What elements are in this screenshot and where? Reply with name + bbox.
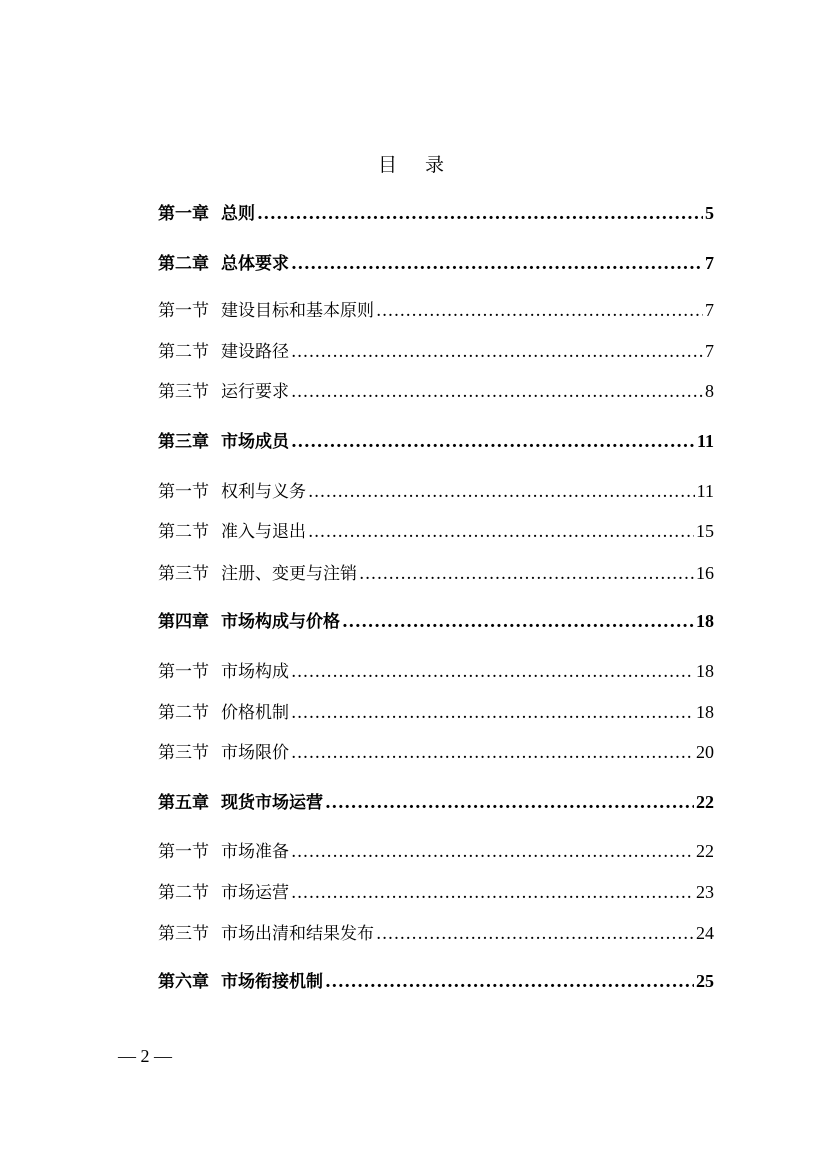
toc-dot-leader	[325, 970, 694, 994]
toc-entry-number: 第二节	[158, 883, 209, 903]
toc-dot-leader	[257, 202, 703, 226]
toc-entry-page: 7	[705, 253, 714, 273]
toc-entry-page: 11	[696, 481, 714, 501]
toc-entry-number: 第三节	[158, 924, 209, 944]
toc-entry-title: 总体要求	[221, 254, 289, 274]
toc-entry-page: 23	[696, 882, 714, 902]
toc-dot-leader	[291, 430, 695, 454]
toc-dot-leader	[342, 610, 694, 634]
toc-entry-page: 18	[696, 661, 714, 681]
toc-entry-number: 第一节	[158, 301, 209, 321]
toc-section-2-2[interactable]	[158, 339, 714, 363]
toc-dot-leader	[308, 480, 695, 504]
toc-chapter-1[interactable]	[158, 201, 714, 225]
toc-entry-number: 第二节	[158, 522, 209, 542]
toc-section-3-1[interactable]	[158, 479, 714, 503]
toc-dot-leader	[291, 660, 694, 684]
toc-entry-title: 市场准备	[221, 842, 289, 862]
toc-dot-leader	[359, 562, 694, 586]
toc-entry-title: 市场出清和结果发布	[221, 924, 374, 944]
toc-entry-number: 第一节	[158, 662, 209, 682]
toc-entry-number: 第三节	[158, 382, 209, 402]
toc-entry-page: 7	[705, 341, 714, 361]
toc-dot-leader	[376, 922, 694, 946]
toc-entry-title: 价格机制	[221, 703, 289, 723]
toc-dot-leader	[291, 881, 694, 905]
toc-entry-page: 22	[696, 841, 714, 861]
toc-dot-leader	[291, 252, 703, 276]
toc-chapter-2[interactable]	[158, 251, 714, 275]
toc-entry-page: 18	[696, 611, 714, 631]
toc-section-5-1[interactable]	[158, 839, 714, 863]
toc-section-3-3[interactable]	[158, 561, 714, 585]
toc-entry-number: 第一章	[158, 204, 209, 224]
toc-entry-title: 建设目标和基本原则	[221, 301, 374, 321]
toc-chapter-4[interactable]	[158, 609, 714, 633]
toc-entry-page: 5	[705, 203, 714, 223]
toc-chapter-6[interactable]	[158, 969, 714, 993]
toc-entry-page: 22	[696, 792, 714, 812]
toc-entry-number: 第六章	[158, 972, 209, 992]
toc-entry-number: 第一节	[158, 482, 209, 502]
toc-section-2-3[interactable]	[158, 379, 714, 403]
toc-entry-page: 25	[696, 971, 714, 991]
toc-entry-title: 总则	[221, 204, 255, 224]
toc-entry-title: 市场运营	[221, 883, 289, 903]
toc-entry-title: 市场成员	[221, 432, 289, 452]
page-number: — 2 —	[118, 1046, 172, 1066]
toc-dot-leader	[291, 340, 703, 364]
toc-entry-page: 24	[696, 923, 714, 943]
toc-entry-page: 7	[705, 300, 714, 320]
toc-section-4-3[interactable]	[158, 740, 714, 764]
toc-entry-title: 市场构成	[221, 662, 289, 682]
toc-dot-leader	[325, 791, 694, 815]
toc-dot-leader	[291, 741, 694, 765]
toc-entry-page: 11	[696, 431, 714, 451]
toc-section-5-2[interactable]	[158, 880, 714, 904]
toc-section-3-2[interactable]	[158, 519, 714, 543]
toc-entry-number: 第二节	[158, 342, 209, 362]
toc-section-2-1[interactable]	[158, 298, 714, 322]
toc-chapter-3[interactable]	[158, 429, 714, 453]
toc-chapter-5[interactable]	[158, 790, 714, 814]
toc-entry-number: 第四章	[158, 612, 209, 632]
toc-entry-title: 市场构成与价格	[221, 612, 340, 632]
toc-entry-page: 20	[696, 742, 714, 762]
toc-dot-leader	[308, 520, 694, 544]
toc-entry-number: 第二节	[158, 703, 209, 723]
toc-entry-title: 市场衔接机制	[221, 972, 323, 992]
toc-entry-number: 第五章	[158, 793, 209, 813]
toc-entry-title: 权利与义务	[221, 482, 306, 502]
toc-section-5-3[interactable]	[158, 921, 714, 945]
toc-entry-title: 注册、变更与注销	[221, 564, 357, 584]
toc-section-4-1[interactable]	[158, 659, 714, 683]
toc-entry-page: 15	[696, 521, 714, 541]
toc-entry-page: 16	[696, 563, 714, 583]
toc-entry-page: 8	[705, 381, 714, 401]
toc-entry-title: 市场限价	[221, 743, 289, 763]
toc-entry-title: 准入与退出	[221, 522, 306, 542]
toc-entry-title: 现货市场运营	[221, 793, 323, 813]
toc-entry-number: 第二章	[158, 254, 209, 274]
toc-entry-title: 建设路径	[221, 342, 289, 362]
toc-dot-leader	[291, 701, 694, 725]
toc-entry-number: 第三节	[158, 743, 209, 763]
toc-entry-number: 第一节	[158, 842, 209, 862]
toc-entry-number: 第三章	[158, 432, 209, 452]
toc-entry-page: 18	[696, 702, 714, 722]
toc-dot-leader	[291, 840, 694, 864]
toc-entry-title: 运行要求	[221, 382, 289, 402]
toc-dot-leader	[291, 380, 703, 404]
toc-section-4-2[interactable]	[158, 700, 714, 724]
toc-entry-number: 第三节	[158, 564, 209, 584]
page-title: 目录	[377, 154, 472, 176]
toc-dot-leader	[376, 299, 703, 323]
